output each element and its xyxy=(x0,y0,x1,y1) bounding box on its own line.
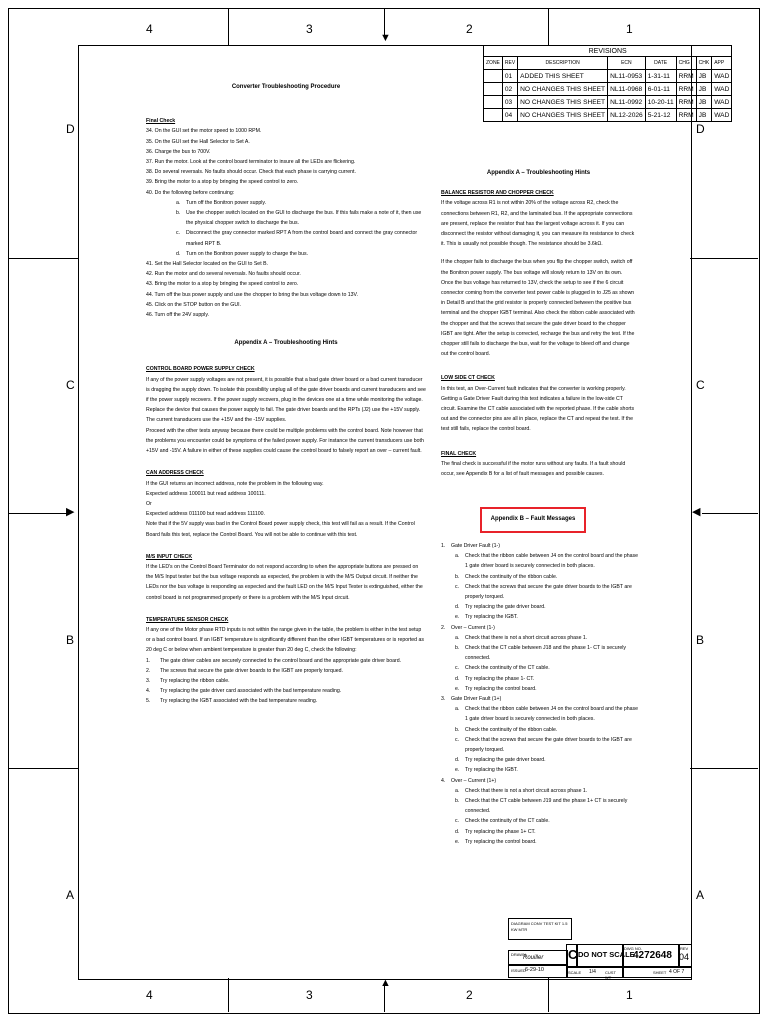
item-text: Try replacing the ribbon cable. xyxy=(160,677,230,684)
rev-app: WAD xyxy=(712,96,732,109)
list-item xyxy=(455,786,641,796)
rev-chg: RRM xyxy=(676,83,696,96)
item-letter: b. xyxy=(455,726,460,733)
do-not-scale-label: DO NOT SCALE xyxy=(578,950,635,959)
sheet-number: 4 OF 7 xyxy=(669,969,685,975)
temp-list xyxy=(146,656,426,707)
revision-row xyxy=(484,70,732,83)
can-line: Expected address 100011 but read address 100111. xyxy=(146,490,266,497)
cb-power-text-2: Proceed with the other tests anyway because there could be multiple problems with the control board. Note however that the problems you encounter could be symptoms of the failed power supply. For instance the current transducers use both +15V and -15V. A failure in either of these supplies could cause the control board to falsely report an over – current fault. xyxy=(146,427,424,455)
revisions-header xyxy=(484,57,732,70)
item-letter: a. xyxy=(176,199,181,206)
item-number: 1. xyxy=(146,657,151,664)
list-item: 35. On the GUI set the Hall Selector to Set A. xyxy=(146,138,250,145)
item-number: 3. xyxy=(146,677,151,684)
list-item xyxy=(176,198,426,208)
item-number: 4. xyxy=(146,688,151,695)
list-item xyxy=(455,612,641,622)
fault-title: Gate Driver Fault (1-) xyxy=(451,543,501,549)
item-letter: e. xyxy=(455,838,460,845)
fault-number: 3. xyxy=(441,696,446,703)
list-item: 40. Do the following before continuing: xyxy=(146,189,235,196)
zone-left-a: A xyxy=(66,888,75,902)
zone-bottom-4: 4 xyxy=(146,988,153,1002)
tick-left-2 xyxy=(8,768,78,769)
rev-chg: RRM xyxy=(676,70,696,83)
can-address-text: Note that if the 5V supply was bad in the Control Board power supply check, this test will fail as a result. If the Control Board fails this test, replace the Control Board. You will not be able to continue with this test. xyxy=(146,521,415,538)
item-letter: b. xyxy=(176,210,181,217)
tick-right-1 xyxy=(690,258,758,259)
list-item xyxy=(146,676,426,686)
zone-top-4: 4 xyxy=(146,22,153,36)
list-item xyxy=(146,686,426,696)
list-item xyxy=(146,656,426,666)
rev-date: 10-20-11 xyxy=(645,96,676,109)
low-side-ct-heading: LOW SIDE CT CHECK xyxy=(441,375,495,382)
item-letter: b. xyxy=(455,645,460,652)
issued-date: 6-29-10 xyxy=(525,967,544,973)
item-letter: a. xyxy=(455,553,460,560)
center-line-left xyxy=(8,513,68,514)
list-item: 45. Click on the STOP button on the GUI. xyxy=(146,301,241,308)
sheet-label: SHEET xyxy=(653,970,667,975)
balance-text: If the voltage across R1 is not within 20% of the voltage across R2, check the connections between R1, R2, and the laminated bus. If the appropriate connections are present, replace the resistor that has the largest voltage across it. If you can disconnect the resistor without damaging it, you can measure its resistance to check it. This is usually not possible though. The resistance should be 3.6kΩ. xyxy=(441,200,635,248)
zone-top-2: 2 xyxy=(466,22,473,36)
left-column xyxy=(146,82,426,707)
list-item xyxy=(455,725,641,735)
list-item: 41. Set the Hall Selector located on the GUI to Set B. xyxy=(146,261,268,268)
list-item xyxy=(455,633,641,643)
can-line: Expected address 011100 but read address 111100. xyxy=(146,511,265,518)
list-item: 44. Turn off the bus power supply and use the chopper to bring the bus voltage down to 13V. xyxy=(146,291,358,298)
rev-date: 6-01-11 xyxy=(645,83,676,96)
tick-left-1 xyxy=(8,258,78,259)
temp-sensor-text: If any one of the Motor phase RTD inputs is not within the range given in the table, the problem is either in the test setup or a bad control board. If an IGBT temperature is significantly different than the other IGBT temperatures or is reported as 20 deg C or below when ambient temperature is greater than 20 deg C, check the following: xyxy=(146,626,424,654)
item-number: 5. xyxy=(146,698,151,705)
item-text: The screws that secure the gate driver boards to the IGBT are properly torqued. xyxy=(160,667,344,674)
center-line-bottom xyxy=(384,986,385,1012)
fault-title-row xyxy=(441,776,641,786)
list-item xyxy=(455,582,641,602)
can-address-heading: CAN ADDRESS CHECK xyxy=(146,470,204,477)
item-letter: b. xyxy=(455,573,460,580)
low-side-ct-text: In this test, an Over-Current fault indicates that the converter is working properly. Getting a Gate Driver Fault during this test indicates a failure in the low-side CT circuit. Examine the CT cable associated with the reported phase. If the cable shorts out and the connector pins are all in place, replace the CT and repeat the test. If the test still fails, replace the control board. xyxy=(441,385,635,433)
revision-row xyxy=(484,96,732,109)
zone-right-c: C xyxy=(696,378,705,392)
list-item xyxy=(455,551,641,571)
col-zone: ZONE xyxy=(484,57,503,70)
item-letter: b. xyxy=(455,798,460,805)
cust-wt-label: CUST WT xyxy=(605,970,616,980)
item-letter: e. xyxy=(455,614,460,621)
zone-top-1: 1 xyxy=(626,22,633,36)
item-letter: c. xyxy=(455,665,460,672)
item-text: The gate driver cables are securely connected to the control board and the appropriate gate driver board. xyxy=(160,657,402,664)
fault-title-row xyxy=(441,694,641,704)
item-text: Check the continuity of the CT cable. xyxy=(465,665,550,672)
rev-chk: JB xyxy=(696,83,712,96)
item-letter: a. xyxy=(455,706,460,713)
col-ecn: ECN xyxy=(608,57,646,70)
fault-title: Over – Current (1-) xyxy=(451,624,495,631)
rev-chg: RRM xyxy=(676,96,696,109)
center-arrow-right-icon: ◀ xyxy=(692,506,701,518)
steps-a-list xyxy=(146,126,426,197)
list-item xyxy=(455,684,641,694)
rev-number: 04 xyxy=(679,952,690,962)
center-line-right xyxy=(702,513,758,514)
list-item xyxy=(455,602,641,612)
item-letter: d. xyxy=(176,250,181,257)
item-letter: d. xyxy=(455,675,460,682)
zone-right-a: A xyxy=(696,888,705,902)
zone-bottom-1: 1 xyxy=(626,988,633,1002)
col-chg: CHG xyxy=(676,57,696,70)
rev-description: NO CHANGES THIS SHEET xyxy=(518,83,608,96)
rev-app: WAD xyxy=(712,83,732,96)
rev-ecn: NL11-0992 xyxy=(608,96,646,109)
zone-bottom-3: 3 xyxy=(306,988,313,1002)
issued-label: ISSUED xyxy=(511,968,526,973)
rev-zone xyxy=(484,70,503,83)
title-block-dwg-no xyxy=(622,944,680,968)
balance-heading: BALANCE RESISTOR AND CHOPPER CHECK xyxy=(441,190,554,197)
drawn-label: DRAWN xyxy=(511,952,526,957)
list-item xyxy=(176,249,426,259)
title-block-drawing-title xyxy=(508,918,572,940)
item-text: Try replacing the gate driver board. xyxy=(465,757,546,764)
scale-value: 1/4 xyxy=(589,969,596,975)
list-item xyxy=(455,643,641,663)
dwg-no-label: DWG NO. xyxy=(624,946,642,951)
list-item xyxy=(455,674,641,684)
rev-number: 02 xyxy=(502,83,517,96)
list-item xyxy=(455,755,641,765)
rev-chk: JB xyxy=(696,109,712,122)
appendix-b-title-wrap xyxy=(480,514,586,524)
revisions-title: REVISIONS xyxy=(484,46,732,57)
item-letter: c. xyxy=(455,818,460,825)
center-arrow-left-icon: ▶ xyxy=(66,506,75,518)
center-arrow-bottom-icon: ▲ xyxy=(380,977,391,989)
item-text: Check the continuity of the ribbon cable. xyxy=(465,726,558,733)
col-date: DATE xyxy=(645,57,676,70)
fault-number: 4. xyxy=(441,777,446,784)
title-block-sheet xyxy=(622,966,692,978)
fault-item xyxy=(441,623,641,694)
rev-description: ADDED THIS SHEET xyxy=(518,70,608,83)
item-text: Check that there is not a short circuit across phase 1. xyxy=(465,634,588,641)
item-text: Turn off the Bonitron power supply. xyxy=(186,199,267,206)
item-text: Try replacing the IGBT. xyxy=(465,767,518,774)
rev-ecn: NL12-2026 xyxy=(608,109,646,122)
rev-chk: JB xyxy=(696,96,712,109)
tick-right-2 xyxy=(690,768,758,769)
col-app: APP xyxy=(712,57,732,70)
can-line: Or xyxy=(146,500,152,507)
rev-zone xyxy=(484,96,503,109)
item-text: Check the continuity of the CT cable. xyxy=(465,818,550,825)
title-block-rev xyxy=(678,944,692,968)
fault-title-row xyxy=(441,541,641,551)
tick-bottom-2 xyxy=(548,978,549,1012)
list-item xyxy=(455,572,641,582)
list-item: 34. On the GUI set the motor speed to 1000 RPM. xyxy=(146,128,262,135)
item-text: Try replacing the IGBT associated with the bad temperature reading. xyxy=(160,698,318,705)
item-text: Check that the ribbon cable between J4 on the control board and the phase 1 gate driver board is securely connected in both places. xyxy=(465,553,639,570)
col-description: DESCRIPTION xyxy=(518,57,608,70)
fault-title-row xyxy=(441,623,641,633)
item-text: Check that the CT cable between J19 and the phase 1+ CT is securely connected. xyxy=(465,798,628,815)
zone-left-b: B xyxy=(66,633,75,647)
list-item xyxy=(146,696,426,706)
dwg-no: 4272648 xyxy=(633,950,672,961)
item-letter: e. xyxy=(455,767,460,774)
tick-top-1 xyxy=(228,8,229,45)
rev-label: REV xyxy=(680,946,689,951)
appendix-a-title-left: Appendix A – Troubleshooting Hints xyxy=(234,340,338,347)
rev-number: 03 xyxy=(502,96,517,109)
final-check-heading: Final Check xyxy=(146,118,176,125)
item-letter: d. xyxy=(455,604,460,611)
drawing-title: DIAGRAM CONV TEST KIT 1.5 KW MTR xyxy=(511,921,568,932)
list-item: 46. Turn off the 24V supply. xyxy=(146,312,209,319)
list-item: 42. Run the motor and do several reversals. No faults should occur. xyxy=(146,271,301,278)
rev-zone xyxy=(484,109,503,122)
balance-text-2: If the chopper fails to discharge the bus when you flip the chopper switch, switch off the Bonitron power supply. The bus voltage will slowly return to 13V on its own. Once the bus voltage has returned to 13V, check the setup to see if the 6 circuit connector coming from the converter test power cable is plugged in to J25 as shown in Detail B and that the grid resistor is properly connected between the positive bus terminal and the chopper IGBT terminal. Also check the ribbon cable associated with the chopper and that the screws that secure the gate driver board to the chopper IGBT are tight. After the setup is corrected, recharge the bus and retry the test. If the chopper still fails to discharge the bus, wait for the voltage to bleed off and change out the control board. xyxy=(441,259,635,358)
ms-input-text: If the LED's on the Control Board Terminator do not respond according to when the appropriate buttons are pressed on the M/S Input tester but the bus voltage responds as expected, the problem is with the M/S Output circuit. If neither the LEDs nor the bus voltage is responding as expected and the fault LED on the M/S Input Tester is extinguished, either the control board is not programmed properly or there is a problem with the M/S Input circuit. xyxy=(146,563,423,601)
rev-date: 1-31-11 xyxy=(645,70,676,83)
rev-zone xyxy=(484,83,503,96)
step40-sublist xyxy=(146,198,426,259)
item-text: Disconnect the gray connector marked RPT A from the control board and connect the gray connector marked RPT B. xyxy=(186,230,418,247)
item-text: Use the chopper switch located on the GUI to discharge the bus. If this fails make a note of it, then use the physical chopper switch to discharge the bus. xyxy=(186,210,422,227)
zone-right-b: B xyxy=(696,633,705,647)
list-item xyxy=(176,208,426,228)
tick-top-2 xyxy=(548,8,549,45)
zone-top-3: 3 xyxy=(306,22,313,36)
rev-app: WAD xyxy=(712,109,732,122)
cb-power-heading: CONTROL BOARD POWER SUPPLY CHECK xyxy=(146,366,255,373)
title-block-issued xyxy=(508,964,568,978)
fault-messages-list xyxy=(441,541,641,847)
item-text: Turn on the Bonitron power supply to charge the bus. xyxy=(186,250,309,257)
item-letter: c. xyxy=(455,736,460,743)
item-text: Check that the screws that secure the gate driver boards to the IGBT are properly torqued. xyxy=(465,736,632,754)
rev-app: WAD xyxy=(712,70,732,83)
sheet-size: C xyxy=(568,947,578,962)
appendix-a-title-right: Appendix A – Troubleshooting Hints xyxy=(486,170,591,176)
final-check-text: The final check is successful if the motor runs without any faults. If a fault should occur, see Appendix B for a list of fault messages and possible causes. xyxy=(441,460,626,478)
revision-row xyxy=(484,83,732,96)
final-check-heading-right: FINAL CHECK xyxy=(441,450,477,457)
item-letter: c. xyxy=(455,583,460,590)
list-item xyxy=(455,765,641,775)
item-text: Try replacing the gate driver card associated with the bad temperature reading. xyxy=(160,688,342,695)
item-letter: d. xyxy=(455,828,460,835)
rev-number: 04 xyxy=(502,109,517,122)
ms-input-heading: M/S INPUT CHECK xyxy=(146,553,193,560)
rev-ecn: NL11-0968 xyxy=(608,83,646,96)
right-column xyxy=(441,168,636,479)
item-letter: a. xyxy=(455,787,460,794)
item-text: Try replacing the control board. xyxy=(465,685,537,692)
item-text: Try replacing the IGBT. xyxy=(465,614,518,621)
fault-item xyxy=(441,541,641,623)
fault-number: 2. xyxy=(441,624,446,631)
item-text: Try replacing the control board. xyxy=(465,838,537,845)
list-item xyxy=(455,735,641,755)
zone-left-d: D xyxy=(66,122,75,136)
zone-bottom-2: 2 xyxy=(466,988,473,1002)
list-item: 37. Run the motor. Look at the control board terminator to insure all the LEDs are flickering. xyxy=(146,159,356,166)
list-item xyxy=(455,704,641,724)
list-item xyxy=(455,816,641,826)
list-item: 43. Bring the motor to a stop by bringing the speed control to zero. xyxy=(146,281,299,288)
fault-item xyxy=(441,694,641,776)
list-item xyxy=(455,837,641,847)
rev-ecn: NL11-0953 xyxy=(608,70,646,83)
item-text: Try replacing the phase 1- CT. xyxy=(465,675,535,682)
fault-number: 1. xyxy=(441,543,446,549)
item-text: Check that the ribbon cable between J4 on the control board and the phase 1 gate driver board is securely connected in both places. xyxy=(465,706,639,723)
item-text: Check that the CT cable between J18 and the phase 1- CT is securely connected. xyxy=(465,645,626,662)
item-text: Check that there is not a short circuit across phase 1. xyxy=(465,787,588,794)
col-rev: REV xyxy=(502,57,517,70)
procedure-title: Converter Troubleshooting Procedure xyxy=(231,84,341,90)
tick-bottom-1 xyxy=(228,978,229,1012)
rev-chg: RRM xyxy=(676,109,696,122)
list-item xyxy=(455,796,641,816)
rev-description: NO CHANGES THIS SHEET xyxy=(518,96,608,109)
item-number: 2. xyxy=(146,667,151,674)
zone-left-c: C xyxy=(66,378,75,392)
appendix-b-title: Appendix B – Fault Messages xyxy=(490,516,576,522)
list-item: 38. Do several reversals. No faults should occur. Check that each phase is carrying current. xyxy=(146,169,356,176)
fault-title: Gate Driver Fault (1+) xyxy=(451,696,502,703)
revisions-table xyxy=(483,45,732,122)
item-letter: e. xyxy=(455,685,460,692)
col-chk: CHK xyxy=(696,57,712,70)
item-text: Try replacing the gate driver board. xyxy=(465,604,546,611)
list-item xyxy=(146,666,426,676)
fault-title: Over – Current (1+) xyxy=(451,777,497,784)
cb-power-text: If any of the power supply voltages are not present, it is possible that a bad gate driver board or a bad current transducer is dragging the supply down. To isolate this possibility unplug all of the gate driver boards and current transducers and see if the power supply recovers. If the power supply recovers, plug in the devices one at a time while monitoring the voltage. Replace the device that causes the power supply to fail. The gate driver boards and the RPTs (J2) use the +15V supply. The current transducers use the +15V and the -15V supplies. xyxy=(146,376,426,424)
fault-item xyxy=(441,776,641,847)
list-item xyxy=(455,827,641,837)
rev-date: 5-21-12 xyxy=(645,109,676,122)
scale-label: SCALE xyxy=(568,970,582,975)
list-item: 36. Charge the bus to 700V. xyxy=(146,148,211,155)
can-line: If the GUI returns an incorrect address, note the problem in the following way. xyxy=(146,480,324,487)
temp-sensor-heading: TEMPERATURE SENSOR CHECK xyxy=(146,616,229,623)
item-letter: a. xyxy=(455,634,460,641)
list-item: 39. Bring the motor to a stop by bringing the speed control to zero. xyxy=(146,179,299,186)
item-letter: c. xyxy=(176,230,181,237)
rev-number: 01 xyxy=(502,70,517,83)
list-item xyxy=(176,228,426,248)
rev-chk: JB xyxy=(696,70,712,83)
steps-b-list xyxy=(146,259,426,320)
item-letter: d. xyxy=(455,757,460,764)
item-text: Check that the screws that secure the gate driver boards to the IGBT are properly torqued. xyxy=(465,583,632,601)
item-text: Check the continuity of the ribbon cable. xyxy=(465,573,558,580)
center-arrow-top-icon: ▼ xyxy=(380,32,391,44)
zone-right-d: D xyxy=(696,122,705,136)
revision-row xyxy=(484,109,732,122)
drawn-by: Rouiller xyxy=(523,955,544,961)
list-item xyxy=(455,663,641,673)
title-block-scale xyxy=(566,966,624,978)
item-text: Try replacing the phase 1+ CT. xyxy=(465,828,536,835)
rev-description: NO CHANGES THIS SHEET xyxy=(518,109,608,122)
